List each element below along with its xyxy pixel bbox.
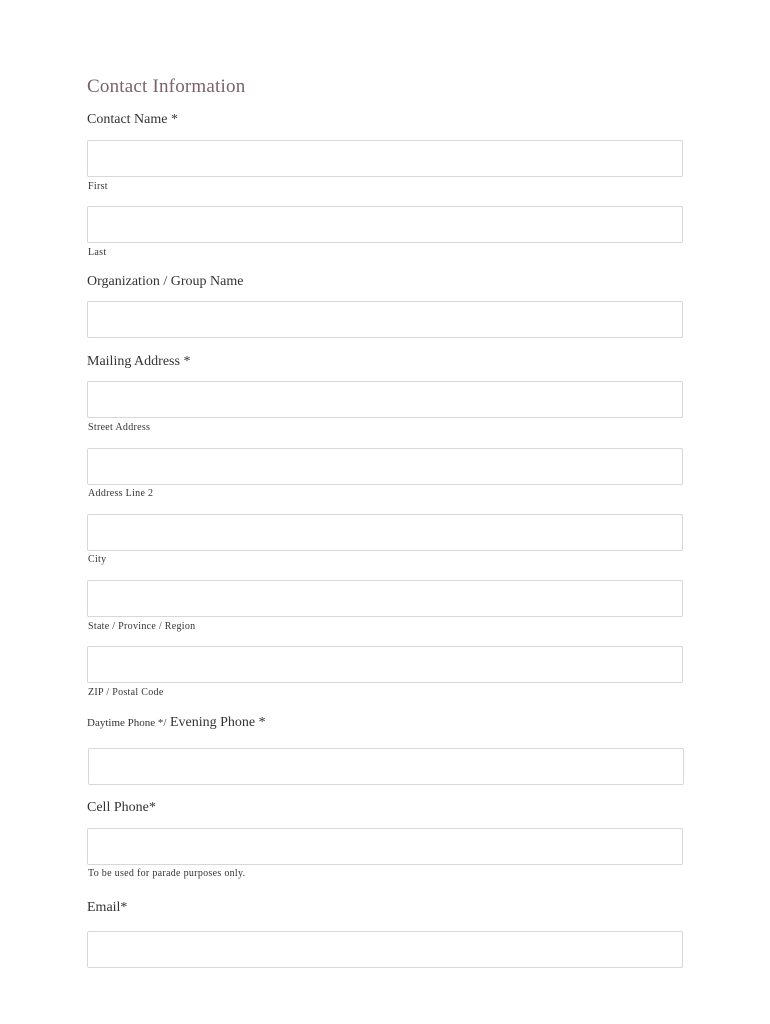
last-name-sublabel: Last	[88, 247, 107, 258]
organization-input[interactable]	[87, 301, 683, 338]
phone-input[interactable]	[88, 748, 684, 785]
phone-label	[87, 715, 266, 731]
zip-input[interactable]	[87, 646, 683, 683]
mailing-address-label: Mailing Address *	[87, 354, 191, 369]
cell-phone-note: To be used for parade purposes only.	[88, 868, 246, 879]
street-address-sublabel: Street Address	[88, 422, 151, 433]
zip-sublabel: ZIP / Postal Code	[88, 687, 164, 698]
address-line-2-sublabel: Address Line 2	[88, 488, 154, 499]
cell-phone-input[interactable]	[87, 828, 683, 865]
last-name-input[interactable]	[87, 206, 683, 243]
address-line-2-input[interactable]	[87, 448, 683, 485]
daytime-phone-label: Daytime Phone */	[87, 717, 167, 729]
state-input[interactable]	[87, 580, 683, 617]
street-address-input[interactable]	[87, 381, 683, 418]
first-name-sublabel: First	[88, 181, 108, 192]
section-title: Contact Information	[87, 76, 246, 97]
evening-phone-label: Evening Phone *	[166, 715, 266, 730]
contact-name-label: Contact Name *	[87, 112, 178, 127]
city-sublabel: City	[88, 554, 107, 565]
first-name-input[interactable]	[87, 140, 683, 177]
organization-label: Organization / Group Name	[87, 274, 244, 289]
state-sublabel: State / Province / Region	[88, 621, 196, 632]
cell-phone-label: Cell Phone*	[87, 800, 156, 815]
city-input[interactable]	[87, 514, 683, 551]
email-label: Email*	[87, 900, 128, 915]
email-input[interactable]	[87, 931, 683, 968]
